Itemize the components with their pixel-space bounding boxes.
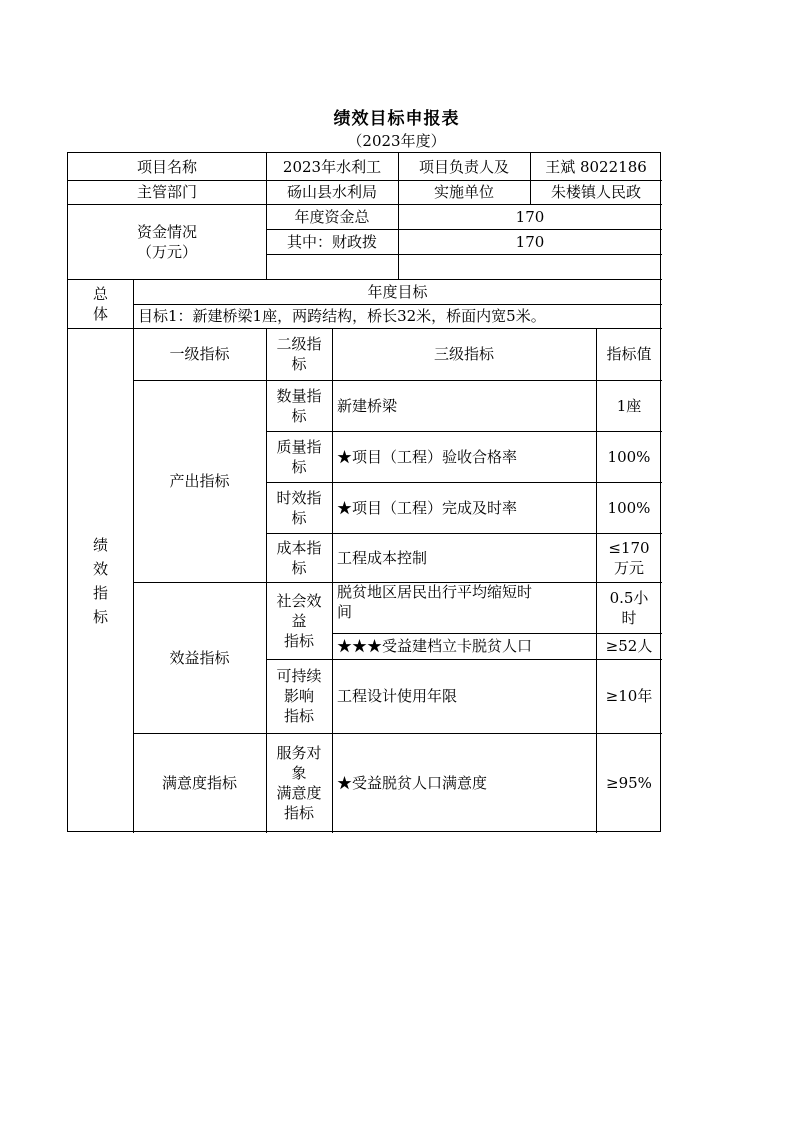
sustainability-level3: 工程设计使用年限 bbox=[337, 687, 458, 705]
department-value: 砀山县水利局 bbox=[286, 183, 377, 201]
project-leader-label: 项目负责人及 bbox=[418, 157, 509, 176]
quantity-value: 1座 bbox=[616, 396, 642, 415]
satisfaction-value: ≥95% bbox=[606, 774, 652, 792]
social-benefit-indicator-label: 社会效 益 指标 bbox=[276, 591, 322, 650]
project-name-label: 项目名称 bbox=[136, 157, 197, 176]
quality-level3: ★项目（工程）验收合格率 bbox=[337, 447, 518, 466]
cost-level3: 工程成本控制 bbox=[337, 548, 428, 567]
indicators-side-label: 绩 效 指 标 bbox=[92, 535, 108, 626]
annual-goal-text: 目标1：新建桥梁1座，两跨结构，桥长32米，桥面内宽5米。 bbox=[138, 307, 546, 325]
quantity-indicator-label: 数量指 标 bbox=[276, 386, 322, 425]
social-benefit-value-travel: 0.5小 时 bbox=[609, 588, 649, 627]
fiscal-funds-value: 170 bbox=[515, 232, 545, 251]
benefit-indicators-label: 效益指标 bbox=[169, 648, 230, 667]
level3-header: 三级指标 bbox=[433, 345, 494, 363]
social-benefit-level3-population: ★★★受益建档立卡脱贫人口 bbox=[337, 637, 533, 655]
quality-indicator-label: 质量指 标 bbox=[276, 437, 322, 476]
sustainability-indicator-label: 可持续 影响 指标 bbox=[276, 667, 322, 725]
implementing-unit-label: 实施单位 bbox=[433, 183, 494, 201]
quality-value: 100% bbox=[607, 447, 651, 466]
timeliness-indicator-label: 时效指 标 bbox=[276, 488, 322, 527]
form-title: 绩效目标申报表 bbox=[333, 109, 460, 129]
sustainability-value: ≥10年 bbox=[605, 687, 653, 705]
department-label: 主管部门 bbox=[136, 183, 197, 201]
fiscal-funds-label: 其中：财政拨 bbox=[286, 232, 377, 251]
level2-header: 二级指 标 bbox=[276, 335, 322, 373]
project-name-value: 2023年水利工 bbox=[282, 157, 382, 176]
form-year: （2023年度） bbox=[347, 132, 446, 150]
satisfaction-level3: ★受益脱贫人口满意度 bbox=[337, 774, 488, 792]
cost-value: ≤170 万元 bbox=[608, 538, 650, 577]
satisfaction-indicators-label: 满意度指标 bbox=[161, 774, 237, 792]
social-benefit-level3-travel: 脱贫地区居民出行平均缩短时 间 bbox=[337, 583, 533, 621]
timeliness-level3: ★项目（工程）完成及时率 bbox=[337, 498, 518, 517]
satisfaction-indicator-label: 服务对 象 满意度 指标 bbox=[276, 744, 322, 822]
funds-label: 资金情况 （万元） bbox=[136, 222, 197, 261]
value-header: 指标值 bbox=[606, 345, 652, 363]
project-leader-value: 王斌 8022186 bbox=[545, 157, 647, 176]
annual-funds-label: 年度资金总 bbox=[294, 207, 370, 226]
annual-funds-value: 170 bbox=[515, 207, 545, 226]
overall-label: 总 体 bbox=[92, 284, 108, 323]
timeliness-value: 100% bbox=[607, 498, 651, 517]
quantity-level3: 新建桥梁 bbox=[337, 396, 398, 415]
cost-indicator-label: 成本指 标 bbox=[276, 538, 322, 577]
social-benefit-value-population: ≥52人 bbox=[605, 637, 653, 655]
annual-goal-header: 年度目标 bbox=[367, 282, 428, 301]
implementing-unit-value: 朱楼镇人民政 bbox=[550, 183, 641, 201]
output-indicators-label: 产出指标 bbox=[169, 472, 230, 490]
level1-header: 一级指标 bbox=[169, 345, 230, 363]
performance-table bbox=[67, 152, 661, 832]
